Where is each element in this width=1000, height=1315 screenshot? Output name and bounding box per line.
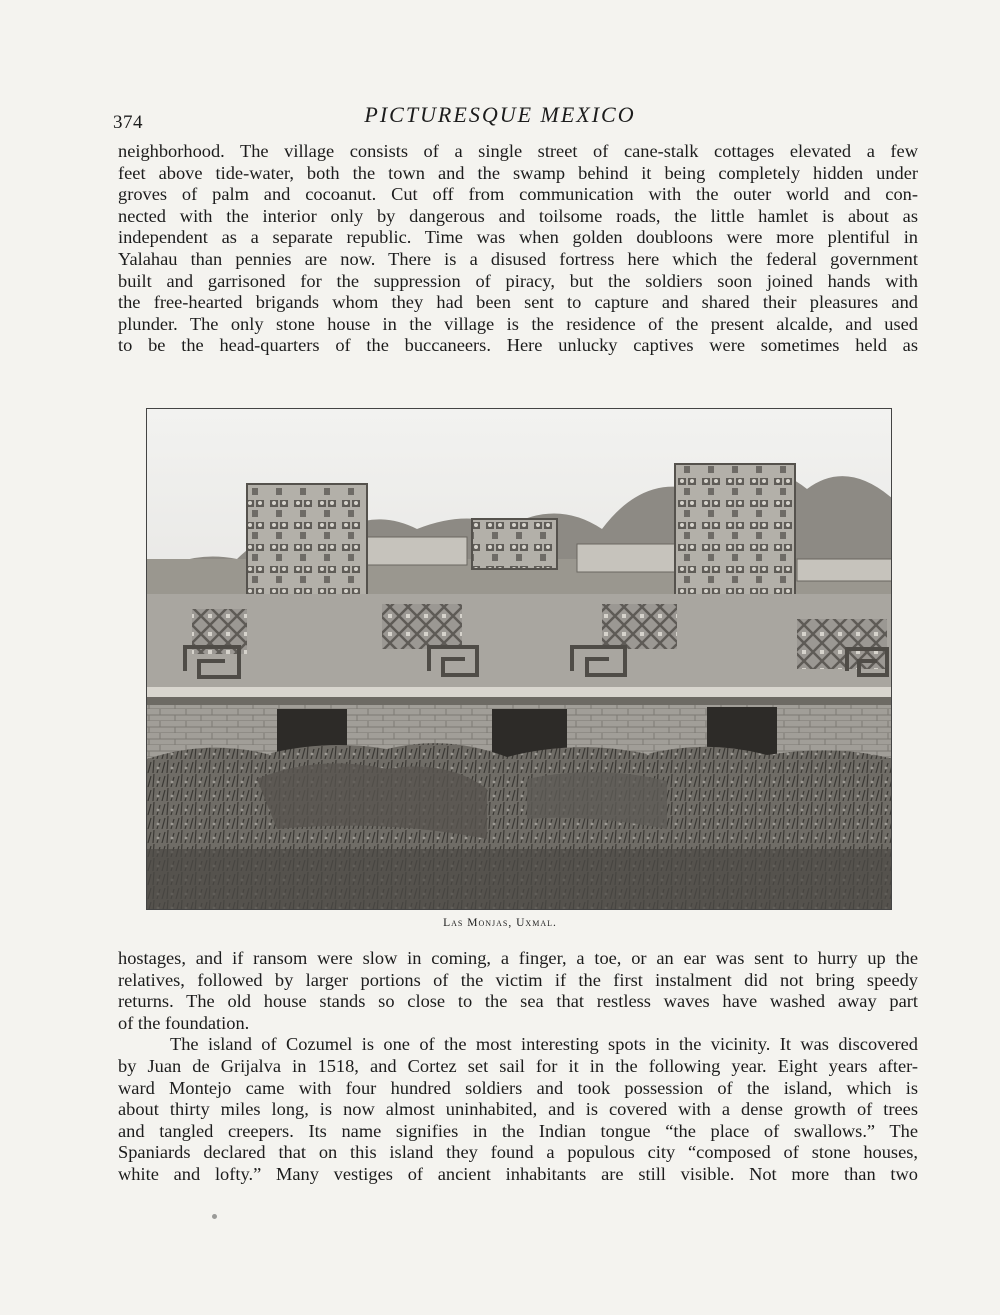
paper-speck — [212, 1214, 217, 1219]
text-line: the free-hearted brigands whom they had been sent to capture and shared their pleasures and — [118, 292, 918, 313]
page-number: 374 — [113, 112, 143, 133]
text-line: independent as a separate republic. Time was when golden doubloons were more plentiful in — [118, 227, 918, 248]
text-line: ward Montejo came with four hundred soldiers and took possession of the island, which is — [118, 1077, 918, 1098]
text-line: white and lofty.” Many vestiges of ancient inhabitants are still visible. Not more than two — [118, 1163, 918, 1184]
text-line: The island of Cozumel is one of the most interesting spots in the vicinity. It was discovered — [170, 1034, 918, 1055]
text-line: Yalahau than pennies are now. There is a disused fortress here which the federal government — [118, 248, 918, 269]
body-text-bottom — [118, 948, 918, 1186]
text-line: hostages, and if ransom were slow in coming, a finger, a toe, or an ear was sent to hurry up the — [118, 948, 918, 968]
running-head-title: PICTURESQUE MEXICO — [364, 102, 636, 127]
text-line: groves of palm and cocoanut. Cut off from communication with the outer world and con- — [118, 184, 918, 205]
figure-caption: Las Monjas, Uxmal. — [443, 917, 557, 929]
photograph-las-monjas — [146, 408, 892, 910]
text-line: about thirty miles long, is now almost uninhabited, and is covered with a dense growth of trees — [118, 1099, 918, 1120]
text-line: to be the head-quarters of the buccaneers. Here unlucky captives were sometimes held as — [118, 335, 918, 356]
text-line: neighborhood. The village consists of a single street of cane-stalk cottages elevated a few — [118, 141, 918, 161]
text-line: plunder. The only stone house in the village is the residence of the present alcalde, and used — [118, 313, 918, 334]
text-line: returns. The old house stands so close to the sea that restless waves have washed away part — [118, 991, 918, 1012]
text-line: nected with the interior only by dangerous and toilsome roads, the little hamlet is about as — [118, 205, 918, 226]
text-line: relatives, followed by larger portions of the victim if the first instalment did not bring speedy — [118, 969, 918, 990]
text-line: built and garrisoned for the suppression of piracy, but the soldiers soon joined hands with — [118, 270, 918, 291]
text-line: and tangled creepers. Its name signifies in the Indian tongue “the place of swallows.” The — [118, 1120, 918, 1141]
text-line: Spaniards declared that on this island they found a populous city “composed of stone houses, — [118, 1142, 918, 1163]
ruins-photo-illustration — [147, 409, 892, 910]
text-line: of the foundation. — [118, 1012, 250, 1033]
text-line: by Juan de Grijalva in 1518, and Cortez set sail for it in the following year. Eight years after- — [118, 1055, 918, 1076]
body-text-top — [118, 141, 918, 357]
text-line: feet above tide-water, both the town and the swamp behind it being completely hidden under — [118, 162, 918, 183]
